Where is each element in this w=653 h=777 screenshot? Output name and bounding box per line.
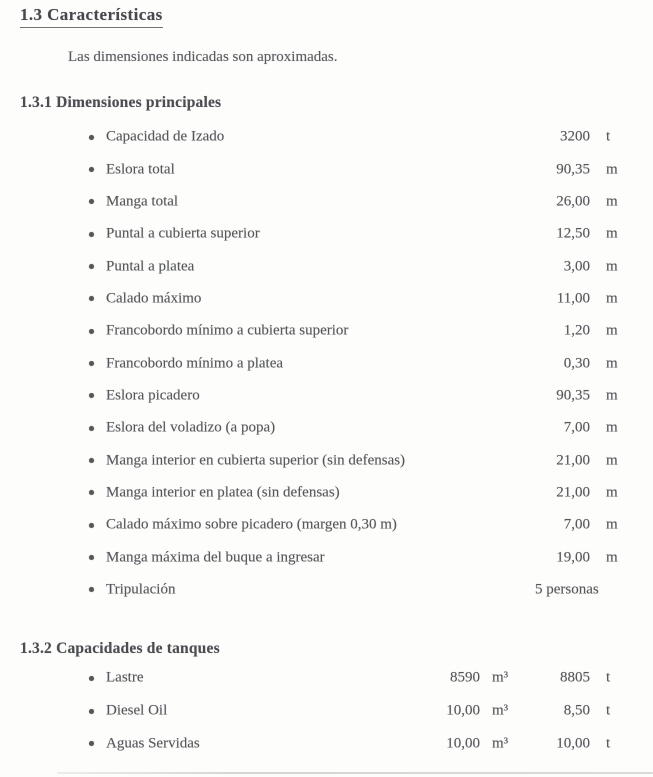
tank-capacities-list: [0, 662, 653, 760]
dimension-value: 7,00: [563, 419, 590, 436]
dimension-row: [0, 380, 653, 412]
intro-text: Las dimensiones indicadas son aproximadas.: [68, 49, 338, 65]
dimension-row: [0, 186, 653, 218]
tank-weight-unit: t: [606, 735, 611, 752]
dimension-label: Manga interior en cubierta superior (sin defensas): [106, 452, 406, 469]
dimension-row: [0, 574, 653, 606]
dimension-unit: m: [606, 322, 618, 339]
dimension-value: 19,00: [556, 549, 590, 566]
dimension-unit: m: [606, 516, 618, 533]
dimension-value: 90,35: [556, 387, 590, 404]
tank-volume-unit: m³: [492, 702, 509, 719]
section-heading-dimensiones-principales: 1.3.1 Dimensiones principales: [20, 94, 222, 111]
bullet-icon: [89, 264, 94, 269]
dimension-row: [0, 250, 653, 282]
page-bottom-rule: [57, 772, 653, 774]
dimension-label: Eslora del voladizo (a popa): [106, 419, 276, 436]
tank-weight-unit: t: [606, 669, 611, 686]
tank-volume-value: 8590: [450, 669, 480, 686]
tank-label: Diesel Oil: [106, 702, 168, 719]
tank-label: Aguas Servidas: [106, 735, 200, 752]
tank-weight-unit: t: [606, 702, 611, 719]
dimension-row: [0, 283, 653, 315]
bullet-icon: [89, 426, 94, 431]
dimension-label: Manga interior en platea (sin defensas): [106, 484, 340, 501]
dimension-value: 3200: [560, 128, 590, 145]
dimension-value: 21,00: [556, 452, 590, 469]
dimension-unit: m: [606, 484, 618, 501]
bullet-icon: [89, 709, 94, 714]
dimension-label: Francobordo mínimo a cubierta superior: [106, 322, 349, 339]
dimension-value: 90,35: [556, 161, 590, 178]
tank-row: [0, 662, 653, 695]
dimension-unit: m: [606, 161, 618, 178]
dimension-unit: m: [606, 225, 618, 242]
dimension-value: 1,20: [563, 322, 590, 339]
tank-volume-value: 10,00: [446, 702, 480, 719]
dimension-value: 3,00: [563, 258, 590, 275]
tank-weight-value: 8,50: [563, 702, 590, 719]
dimension-unit: m: [606, 290, 618, 307]
bullet-icon: [89, 296, 94, 301]
dimension-unit: m: [606, 549, 618, 566]
dimension-label: Eslora total: [106, 161, 175, 178]
dimension-value: 0,30: [563, 355, 590, 372]
dimension-value: 11,00: [556, 290, 590, 307]
dimension-row: [0, 477, 653, 509]
bullet-icon: [89, 393, 94, 398]
dimension-unit: m: [606, 355, 618, 372]
dimension-label: Capacidad de Izado: [106, 128, 225, 145]
dimension-value: 21,00: [556, 484, 590, 501]
bullet-icon: [89, 523, 94, 528]
dimension-label: Manga total: [106, 193, 179, 210]
tank-volume-unit: m³: [492, 735, 509, 752]
dimension-unit: m: [606, 452, 618, 469]
page-title: 1.3 Características: [20, 5, 163, 28]
dimension-label: Tripulación: [106, 581, 176, 598]
section-heading-capacidades-de-tanques: 1.3.2 Capacidades de tanques: [20, 640, 220, 657]
dimension-value: 26,00: [556, 193, 590, 210]
bullet-icon: [89, 676, 94, 681]
dimension-value: 5 personas: [535, 581, 599, 598]
dimension-value: 7,00: [563, 516, 590, 533]
dimension-row: [0, 444, 653, 476]
tank-row: [0, 695, 653, 728]
dimension-unit: m: [606, 387, 618, 404]
bullet-icon: [89, 199, 94, 204]
bullet-icon: [89, 587, 94, 592]
bullet-icon: [89, 741, 94, 746]
dimension-row: [0, 509, 653, 541]
tank-label: Lastre: [106, 669, 144, 686]
dimension-label: Eslora picadero: [106, 387, 200, 404]
dimension-row: [0, 412, 653, 444]
dimensions-list: [0, 121, 653, 606]
dimension-row: [0, 541, 653, 573]
dimension-unit: m: [606, 419, 618, 436]
bullet-icon: [89, 232, 94, 237]
dimension-row: [0, 121, 653, 153]
tank-volume-value: 10,00: [446, 735, 480, 752]
tank-volume-unit: m³: [492, 669, 509, 686]
dimension-value: 12,50: [556, 225, 590, 242]
dimension-row: [0, 153, 653, 185]
bullet-icon: [89, 458, 94, 463]
dimension-unit: m: [606, 193, 618, 210]
dimension-label: Calado máximo: [106, 290, 202, 307]
bullet-icon: [89, 361, 94, 366]
dimension-label: Manga máxima del buque a ingresar: [106, 549, 325, 566]
dimension-label: Puntal a cubierta superior: [106, 225, 260, 242]
dimension-label: Puntal a platea: [106, 258, 195, 275]
dimension-row: [0, 218, 653, 250]
bullet-icon: [89, 167, 94, 172]
tank-weight-value: 10,00: [556, 735, 590, 752]
bullet-icon: [89, 490, 94, 495]
dimension-unit: m: [606, 258, 618, 275]
dimension-label: Calado máximo sobre picadero (margen 0,30 m): [106, 516, 397, 533]
dimension-label: Francobordo mínimo a platea: [106, 355, 284, 372]
dimension-row: [0, 347, 653, 379]
tank-row: [0, 728, 653, 761]
dimension-row: [0, 315, 653, 347]
bullet-icon: [89, 135, 94, 140]
dimension-unit: t: [606, 128, 611, 145]
bullet-icon: [89, 329, 94, 334]
bullet-icon: [89, 555, 94, 560]
tank-weight-value: 8805: [560, 669, 590, 686]
